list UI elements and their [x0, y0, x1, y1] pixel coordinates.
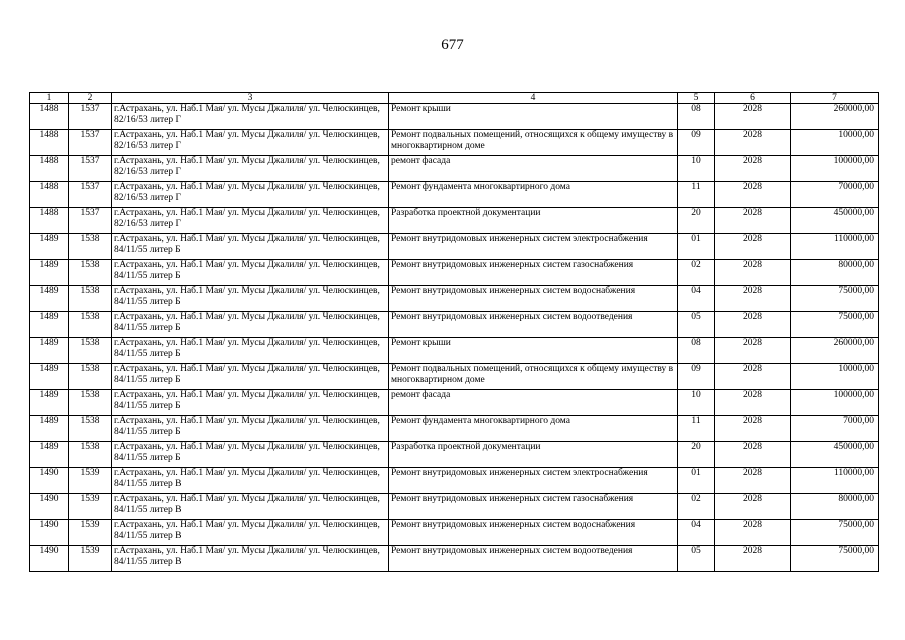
cell-year: 2028 — [715, 286, 791, 312]
cell-number: 1489 — [30, 260, 69, 286]
table-row — [30, 468, 879, 494]
cell-year: 2028 — [715, 546, 791, 572]
table-row — [30, 208, 879, 234]
cell-address: г.Астрахань, ул. Наб.1 Мая/ ул. Мусы Джалиля/ ул. Челюскинцев, 82/16/53 литер Г — [112, 208, 389, 234]
page-number: 677 — [441, 37, 464, 53]
cell-code: 1539 — [69, 520, 112, 546]
cell-address: г.Астрахань, ул. Наб.1 Мая/ ул. Мусы Джалиля/ ул. Челюскинцев, 82/16/53 литер Г — [112, 104, 389, 130]
table-row — [30, 338, 879, 364]
cell-address: г.Астрахань, ул. Наб.1 Мая/ ул. Мусы Джалиля/ ул. Челюскинцев, 82/16/53 литер Г — [112, 130, 389, 156]
cell-work-code: 10 — [678, 390, 715, 416]
cell-work-type: Ремонт внутридомовых инженерных систем водоснабжения — [389, 520, 678, 546]
cell-work-type: Ремонт внутридомовых инженерных систем газоснабжения — [389, 494, 678, 520]
cell-work-code: 01 — [678, 468, 715, 494]
cell-number: 1490 — [30, 494, 69, 520]
cell-work-type: Ремонт внутридомовых инженерных систем электроснабжения — [389, 234, 678, 260]
cell-work-type: Ремонт подвальных помещений, относящихся к общему имуществу в многоквартирном доме — [389, 130, 678, 156]
cell-number: 1489 — [30, 364, 69, 390]
cell-cost: 75000,00 — [791, 520, 879, 546]
cell-number: 1490 — [30, 546, 69, 572]
cell-address: г.Астрахань, ул. Наб.1 Мая/ ул. Мусы Джалиля/ ул. Челюскинцев, 84/11/55 литер Б — [112, 338, 389, 364]
cell-work-type: Ремонт внутридомовых инженерных систем газоснабжения — [389, 260, 678, 286]
cell-number: 1488 — [30, 156, 69, 182]
cell-year: 2028 — [715, 156, 791, 182]
cell-work-type: Ремонт крыши — [389, 104, 678, 130]
cell-cost: 110000,00 — [791, 468, 879, 494]
cell-cost: 110000,00 — [791, 234, 879, 260]
cell-cost: 7000,00 — [791, 416, 879, 442]
cell-address: г.Астрахань, ул. Наб.1 Мая/ ул. Мусы Джалиля/ ул. Челюскинцев, 84/11/55 литер Б — [112, 312, 389, 338]
table-row — [30, 234, 879, 260]
cell-cost: 80000,00 — [791, 494, 879, 520]
cell-number: 1489 — [30, 442, 69, 468]
cell-code: 1537 — [69, 182, 112, 208]
cell-year: 2028 — [715, 260, 791, 286]
table-body — [30, 104, 879, 572]
cell-number: 1489 — [30, 286, 69, 312]
cell-cost: 450000,00 — [791, 442, 879, 468]
cell-code: 1538 — [69, 286, 112, 312]
cell-work-code: 04 — [678, 520, 715, 546]
column-header: 1 — [30, 93, 69, 104]
table-row — [30, 104, 879, 130]
table-row — [30, 390, 879, 416]
cell-cost: 10000,00 — [791, 130, 879, 156]
cell-year: 2028 — [715, 364, 791, 390]
cell-work-type: Ремонт крыши — [389, 338, 678, 364]
cell-work-code: 20 — [678, 208, 715, 234]
cell-cost: 100000,00 — [791, 156, 879, 182]
table-row — [30, 156, 879, 182]
cell-work-type: ремонт фасада — [389, 390, 678, 416]
cell-work-code: 05 — [678, 546, 715, 572]
cell-work-code: 02 — [678, 494, 715, 520]
cell-work-code: 20 — [678, 442, 715, 468]
cell-number: 1489 — [30, 390, 69, 416]
cell-work-type: Ремонт внутридомовых инженерных систем водоснабжения — [389, 286, 678, 312]
cell-number: 1489 — [30, 312, 69, 338]
cell-code: 1538 — [69, 260, 112, 286]
cell-code: 1537 — [69, 208, 112, 234]
cell-year: 2028 — [715, 312, 791, 338]
cell-address: г.Астрахань, ул. Наб.1 Мая/ ул. Мусы Джалиля/ ул. Челюскинцев, 82/16/53 литер Г — [112, 156, 389, 182]
cell-year: 2028 — [715, 208, 791, 234]
cell-number: 1489 — [30, 338, 69, 364]
cell-work-type: ремонт фасада — [389, 156, 678, 182]
table-row — [30, 494, 879, 520]
cell-cost: 75000,00 — [791, 286, 879, 312]
cell-work-code: 09 — [678, 364, 715, 390]
table-row — [30, 286, 879, 312]
cell-year: 2028 — [715, 338, 791, 364]
cell-work-type: Ремонт фундамента многоквартирного дома — [389, 416, 678, 442]
cell-work-code: 11 — [678, 416, 715, 442]
cell-code: 1538 — [69, 338, 112, 364]
cell-code: 1539 — [69, 468, 112, 494]
cell-work-type: Ремонт фундамента многоквартирного дома — [389, 182, 678, 208]
column-header: 2 — [69, 93, 112, 104]
cell-work-type: Ремонт внутридомовых инженерных систем водоотведения — [389, 312, 678, 338]
table-row — [30, 130, 879, 156]
table-row — [30, 364, 879, 390]
cell-code: 1538 — [69, 416, 112, 442]
cell-cost: 75000,00 — [791, 312, 879, 338]
cell-year: 2028 — [715, 494, 791, 520]
cell-code: 1538 — [69, 312, 112, 338]
cell-number: 1490 — [30, 468, 69, 494]
cell-work-type: Разработка проектной документации — [389, 208, 678, 234]
cell-work-code: 04 — [678, 286, 715, 312]
cell-address: г.Астрахань, ул. Наб.1 Мая/ ул. Мусы Джалиля/ ул. Челюскинцев, 84/11/55 литер Б — [112, 286, 389, 312]
cell-work-code: 10 — [678, 156, 715, 182]
table-row — [30, 312, 879, 338]
cell-cost: 10000,00 — [791, 364, 879, 390]
cell-code: 1537 — [69, 104, 112, 130]
cell-address: г.Астрахань, ул. Наб.1 Мая/ ул. Мусы Джалиля/ ул. Челюскинцев, 84/11/55 литер Б — [112, 364, 389, 390]
cell-address: г.Астрахань, ул. Наб.1 Мая/ ул. Мусы Джалиля/ ул. Челюскинцев, 84/11/55 литер Б — [112, 442, 389, 468]
table-row — [30, 520, 879, 546]
cell-number: 1489 — [30, 416, 69, 442]
header-row — [30, 93, 879, 104]
cell-number: 1488 — [30, 130, 69, 156]
cell-code: 1538 — [69, 364, 112, 390]
cell-year: 2028 — [715, 234, 791, 260]
cell-address: г.Астрахань, ул. Наб.1 Мая/ ул. Мусы Джалиля/ ул. Челюскинцев, 84/11/55 литер В — [112, 546, 389, 572]
table-row — [30, 182, 879, 208]
cell-work-type: Ремонт внутридомовых инженерных систем водоотведения — [389, 546, 678, 572]
cell-code: 1538 — [69, 442, 112, 468]
cell-code: 1537 — [69, 156, 112, 182]
cell-cost: 100000,00 — [791, 390, 879, 416]
cell-address: г.Астрахань, ул. Наб.1 Мая/ ул. Мусы Джалиля/ ул. Челюскинцев, 84/11/55 литер В — [112, 494, 389, 520]
cell-number: 1488 — [30, 182, 69, 208]
cell-number: 1488 — [30, 104, 69, 130]
cell-address: г.Астрахань, ул. Наб.1 Мая/ ул. Мусы Джалиля/ ул. Челюскинцев, 84/11/55 литер Б — [112, 390, 389, 416]
cell-year: 2028 — [715, 130, 791, 156]
column-header: 5 — [678, 93, 715, 104]
cell-work-type: Разработка проектной документации — [389, 442, 678, 468]
cell-cost: 260000,00 — [791, 338, 879, 364]
cell-year: 2028 — [715, 182, 791, 208]
cell-address: г.Астрахань, ул. Наб.1 Мая/ ул. Мусы Джалиля/ ул. Челюскинцев, 84/11/55 литер Б — [112, 234, 389, 260]
cell-code: 1538 — [69, 234, 112, 260]
column-header: 7 — [791, 93, 879, 104]
cell-cost: 260000,00 — [791, 104, 879, 130]
cell-work-code: 08 — [678, 338, 715, 364]
cell-number: 1489 — [30, 234, 69, 260]
cell-number: 1488 — [30, 208, 69, 234]
cell-cost: 450000,00 — [791, 208, 879, 234]
cell-address: г.Астрахань, ул. Наб.1 Мая/ ул. Мусы Джалиля/ ул. Челюскинцев, 82/16/53 литер Г — [112, 182, 389, 208]
cell-year: 2028 — [715, 416, 791, 442]
cell-year: 2028 — [715, 390, 791, 416]
cell-address: г.Астрахань, ул. Наб.1 Мая/ ул. Мусы Джалиля/ ул. Челюскинцев, 84/11/55 литер Б — [112, 260, 389, 286]
column-header: 6 — [715, 93, 791, 104]
table-row — [30, 546, 879, 572]
works-table — [29, 92, 879, 572]
cell-year: 2028 — [715, 104, 791, 130]
cell-year: 2028 — [715, 442, 791, 468]
cell-address: г.Астрахань, ул. Наб.1 Мая/ ул. Мусы Джалиля/ ул. Челюскинцев, 84/11/55 литер Б — [112, 416, 389, 442]
cell-cost: 70000,00 — [791, 182, 879, 208]
cell-work-code: 05 — [678, 312, 715, 338]
cell-work-code: 02 — [678, 260, 715, 286]
table-row — [30, 442, 879, 468]
table-header — [30, 93, 879, 104]
cell-work-code: 01 — [678, 234, 715, 260]
cell-cost: 75000,00 — [791, 546, 879, 572]
cell-year: 2028 — [715, 468, 791, 494]
cell-work-code: 08 — [678, 104, 715, 130]
cell-cost: 80000,00 — [791, 260, 879, 286]
cell-number: 1490 — [30, 520, 69, 546]
table-row — [30, 416, 879, 442]
column-header: 4 — [389, 93, 678, 104]
cell-code: 1539 — [69, 494, 112, 520]
cell-code: 1537 — [69, 130, 112, 156]
cell-year: 2028 — [715, 520, 791, 546]
cell-work-code: 11 — [678, 182, 715, 208]
cell-work-type: Ремонт внутридомовых инженерных систем электроснабжения — [389, 468, 678, 494]
cell-work-code: 09 — [678, 130, 715, 156]
cell-address: г.Астрахань, ул. Наб.1 Мая/ ул. Мусы Джалиля/ ул. Челюскинцев, 84/11/55 литер В — [112, 468, 389, 494]
cell-code: 1538 — [69, 390, 112, 416]
cell-work-type: Ремонт подвальных помещений, относящихся к общему имуществу в многоквартирном доме — [389, 364, 678, 390]
column-header: 3 — [112, 93, 389, 104]
table-row — [30, 260, 879, 286]
cell-address: г.Астрахань, ул. Наб.1 Мая/ ул. Мусы Джалиля/ ул. Челюскинцев, 84/11/55 литер В — [112, 520, 389, 546]
cell-code: 1539 — [69, 546, 112, 572]
